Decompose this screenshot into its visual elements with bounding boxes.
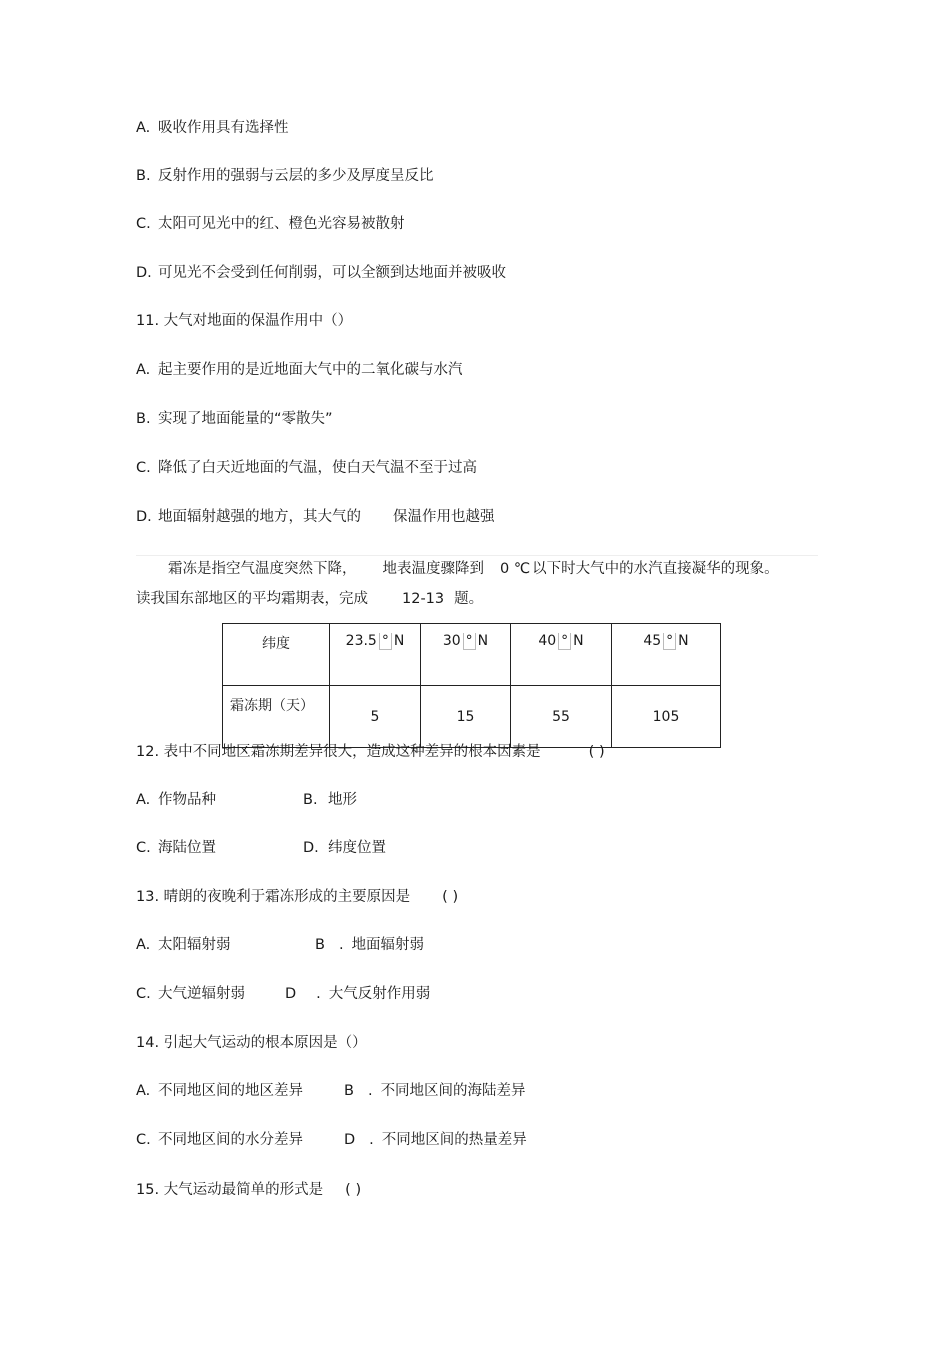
option-text: 起主要作用的是近地面大气中的二氧化碳与水汽: [158, 362, 463, 378]
option-letter: D.: [136, 509, 152, 525]
option-letter: A.: [136, 1083, 151, 1099]
latitude-direction: N: [573, 633, 584, 649]
option-text: 实现了地面能量的“零散失”: [158, 411, 333, 427]
q12-options-row-1: [136, 790, 357, 810]
q10-option-d: [136, 263, 506, 283]
option-letter: A.: [136, 362, 151, 378]
q12-stem: [136, 742, 605, 762]
option-text: 反射作用的强弱与云层的多少及厚度呈反比: [158, 168, 434, 184]
table-cell-latitude: [612, 624, 721, 686]
latitude-value: 30: [442, 633, 461, 649]
latitude-direction: N: [477, 633, 489, 649]
q13-options-row-2: [136, 984, 430, 1004]
table-cell-latitude: [511, 624, 612, 686]
option-letter: B: [315, 937, 325, 953]
option-letter: B: [344, 1083, 354, 1099]
intro-line-2: [136, 589, 483, 609]
option-dot: .: [369, 1132, 374, 1148]
intro-line-1: [168, 559, 779, 579]
option-text: 大气反射作用弱: [328, 986, 431, 1002]
option-letter: A.: [136, 120, 151, 136]
option-text: 可见光不会受到任何削弱，可以全额到达地面并被吸收: [158, 265, 506, 281]
table-header-frost-days: 霜冻期（天）: [223, 686, 330, 748]
option-text: 地面辐射弱: [351, 937, 425, 953]
q10-option-b: [136, 166, 434, 186]
option-text: 大气逆辐射弱: [158, 986, 245, 1002]
option-letter: D.: [303, 840, 319, 856]
option-letter: C.: [136, 840, 151, 856]
option-text: 纬度位置: [328, 840, 386, 856]
answer-paren: ( ): [345, 1182, 362, 1198]
frost-period-table: [222, 623, 721, 748]
option-text: 降低了白天近地面的气温，使白天气温不至于过高: [158, 460, 477, 476]
option-text: 吸收作用具有选择性: [158, 120, 289, 136]
intro-text: 霜冻是指空气温度突然下降，: [168, 561, 357, 577]
latitude-direction: N: [393, 633, 405, 649]
q12-options-row-2: [136, 838, 386, 858]
q15-stem: [136, 1180, 361, 1200]
option-letter: C.: [136, 460, 151, 476]
degree-mark: °: [463, 633, 476, 650]
q11-option-d: [136, 507, 495, 527]
intro-text: 地表温度骤降到: [382, 561, 484, 577]
option-letter: C.: [136, 216, 151, 232]
option-text: 地形: [328, 792, 357, 808]
option-text: 太阳辐射弱: [158, 937, 231, 953]
answer-paren: ( ): [588, 744, 605, 760]
q14-stem: 14. 引起大气运动的根本原因是（）: [136, 1035, 367, 1051]
q10-option-a: [136, 118, 289, 138]
intro-question-range: 12-13: [402, 591, 445, 607]
option-text: 不同地区间的海陆差异: [380, 1083, 526, 1099]
table-cell-days: 5: [330, 686, 421, 748]
intro-text: 读我国东部地区的平均霜期表，完成: [136, 591, 368, 607]
option-text: 太阳可见光中的红、橙色光容易被散射: [158, 216, 405, 232]
q11-stem: 11. 大气对地面的保温作用中（）: [136, 313, 353, 329]
degree-mark: °: [558, 633, 571, 650]
q14-options-row-1: [136, 1081, 526, 1101]
table-row-latitude: [223, 624, 721, 686]
table-header-latitude: 纬度: [223, 624, 330, 686]
option-dot: .: [367, 1083, 373, 1099]
option-text: 地面辐射越强的地方，其大气的: [158, 509, 361, 525]
table-cell-days: 55: [511, 686, 612, 748]
option-text: 不同地区间的水分差异: [158, 1132, 303, 1148]
option-dot: .: [338, 937, 344, 953]
intro-text: 以下时大气中的水汽直接凝华的现象。: [532, 561, 779, 577]
question-text: 12. 表中不同地区霜冻期差异很大，造成这种差异的根本因素是: [136, 744, 541, 760]
latitude-direction: N: [678, 633, 689, 649]
q13-stem: [136, 887, 458, 907]
option-text: 作物品种: [158, 792, 216, 808]
table-cell-days: 105: [612, 686, 721, 748]
q10-option-c: [136, 214, 405, 234]
latitude-value: 40: [538, 633, 557, 649]
question-text: 13. 晴朗的夜晚利于霜冻形成的主要原因是: [136, 889, 411, 905]
option-text: 海陆位置: [158, 840, 216, 856]
latitude-value: 45: [643, 633, 662, 649]
answer-paren: ( ): [442, 889, 459, 905]
option-letter: D: [285, 986, 297, 1002]
q11-option-a: [136, 360, 463, 380]
option-text: 不同地区间的地区差异: [158, 1083, 303, 1099]
option-letter: D: [344, 1132, 356, 1148]
latitude-value: 23.5: [345, 633, 377, 649]
option-letter: B.: [136, 411, 151, 427]
table-row-frost-days: [223, 686, 721, 748]
option-letter: B.: [136, 168, 151, 184]
degree-mark: °: [663, 633, 676, 650]
option-letter: A.: [136, 937, 151, 953]
option-letter: A.: [136, 792, 151, 808]
table-cell-latitude: [330, 624, 421, 686]
option-letter: D.: [136, 265, 152, 281]
degree-mark: °: [379, 633, 392, 650]
option-letter: C.: [136, 986, 151, 1002]
option-text: 不同地区间的热量差异: [381, 1132, 527, 1148]
option-text-continued: 保温作用也越强: [393, 509, 495, 525]
table-cell-latitude: [421, 624, 511, 686]
intro-text: 题。: [454, 591, 484, 607]
section-divider: [136, 555, 818, 556]
question-text: 15. 大气运动最简单的形式是: [136, 1182, 324, 1198]
q11-option-b: [136, 409, 333, 429]
option-dot: .: [316, 986, 321, 1002]
intro-temperature: 0 ℃: [500, 561, 531, 577]
table-cell-days: 15: [421, 686, 511, 748]
option-letter: C.: [136, 1132, 151, 1148]
q11-option-c: [136, 458, 477, 478]
q14-options-row-2: [136, 1130, 527, 1150]
q13-options-row-1: [136, 935, 424, 955]
option-letter: B.: [303, 792, 318, 808]
